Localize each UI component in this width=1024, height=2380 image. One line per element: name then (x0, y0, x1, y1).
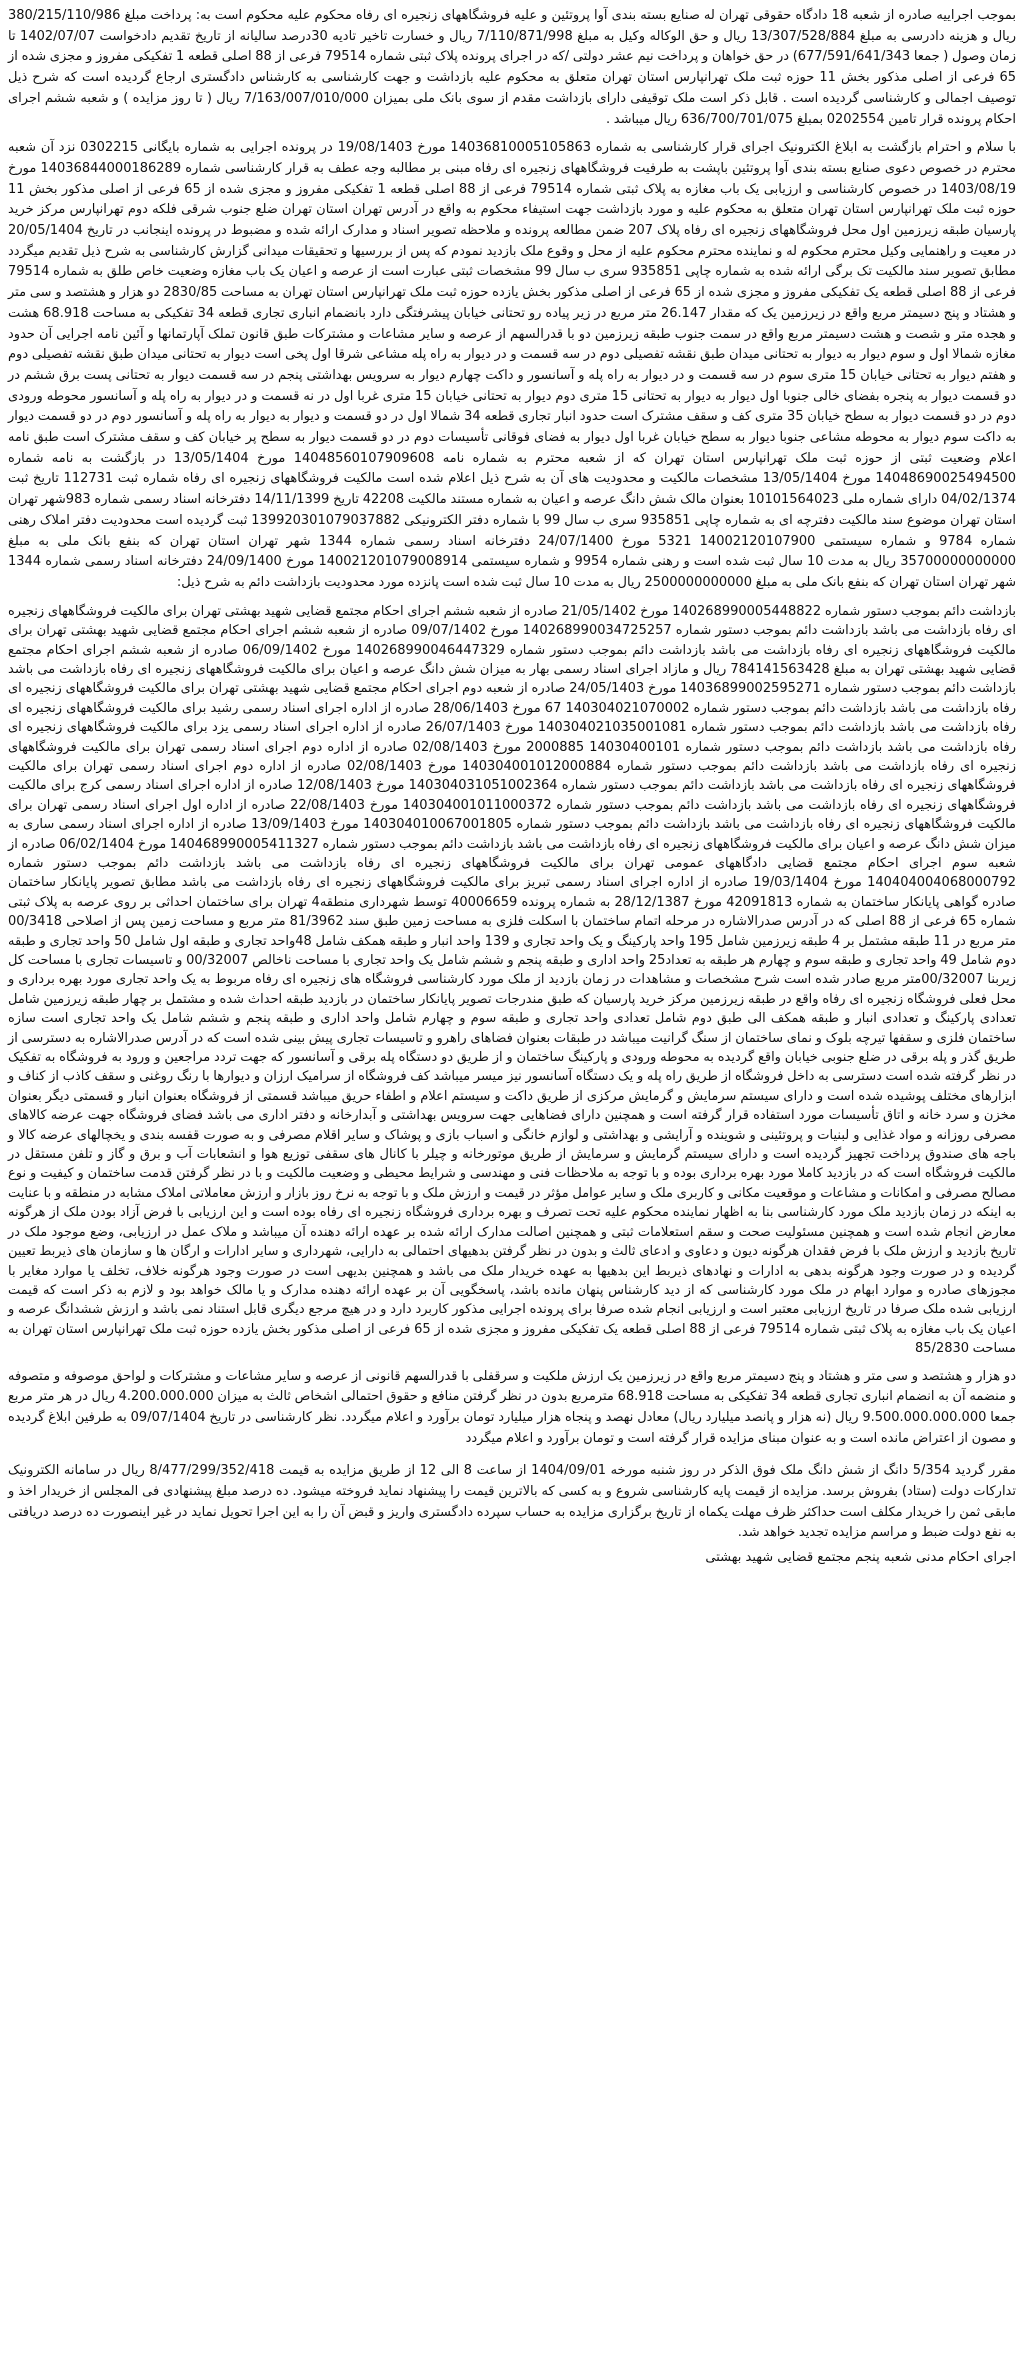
expert-report-paragraph: با سلام و احترام بازگشت به ابلاغ الکترونیک اجرای قرار کارشناسی به شماره 14036810005105863 مورخ 19/08/1403 در پرونده اجرایی به شماره بایگانی 0302215 نزد آن شعبه محترم در خصوص دعوی صنایع بسته بندی آوا پروتئین باپشت به طرفیت فروشگاههای زنجیره ای رفاه مبنی بر مطالبه وجه عطف به قرار کارشناسی شماره 14036844000186289 مورخ 1403/08/19 در خصوص کارشناسی و ارزیابی یک باب مغازه به پلاک ثبتی شماره 79514 فرعی از 88 اصلی قطعه 1 تفکیکی مفروز و مجزی شده از 65 فرعی از اصلی مذکور بخش 11 حوزه ثبت ملک تهرانپارس استان تهران متعلق به محکوم علیه و مورد بازداشت جهت استیفاء محکوم به واقع در آدرس تهران استان تهران ضلع جنوب شرقی فلکه دوم تهرانپارس مرکز خرید پارسیان طبقه زیرزمین اول محل فروشگاههای زنجیره ای رفاه پلاک 207 ضمن مطالعه پرونده و ملاحظه تصویر اسناد و مدارک ارائه شده و مضبوط در پرونده اینجانب در تاریخ 20/05/1404 در معیت و راهنمایی وکیل محترم محکوم له و نماینده محترم محکوم علیه از محل و وقوع ملک بازدید نمودم که پس از بررسیها و تحقیقات میدانی گزارش کارشناسی به شرح ذیل تقدیم میگردد مطابق تصویر سند مالکیت تک برگی ارائه شده به شماره چاپی 935851 سری ب سال 99 مشخصات ثبتی عبارت است از عرصه و اعیان یک باب مغازه وضعیت خاص طلق به شماره 79514 فرعی از 88 اصلی قطعه یک تفکیکی مفروز و مجزی شده از 65 فرعی از اصلی مذکور بخش یازده حوزه ثبت ملک تهرانپارس استان تهران به مساحت 2830/85 دو هزار و هشتصد و سی متر و هشتاد و پنج دسیمتر مربع واقع در زیرزمین یک که مقدار 26.147 متر مربع در زیر پیاده رو تحتانی خیابان پیشرفتگی دارد بانضمام انباری تجاری قطعه 34 تفکیکی به مساحت 68.918 هشت و هجده متر و شصت و هشت دسیمتر مربع واقع در سمت جنوب طبقه زیرزمین دو با قدرالسهم از عرصه و سایر مشاعات و مشترکات طبق قانون تملک آپارتمانها و آئین نامه اجرایی آن حدود مغازه شمالا اول و سوم دیوار به دیوار به تحتانی میدان طبق نقشه تفصیلی دوم در سه قسمت و در دیوار به راه پله مشاعی شرقا اول پخی است دیوار به تحتانی میدان طبق نقشه تفصیلی دوم و هفتم دیوار به تحتانی خیابان 15 متری سوم در سه قسمت و در دیوار به راه پله و آسانسور و داکت چهارم دیوار به سرویس بهداشتی پنجم در سه قسمت دیوار به تحتانی پست برق ششم در دو قسمت دیوار به پنجره بفضای خالی جنوبا اول دیوار به دیوار به تحتانی 15 متری دوم دیوار به تحتانی خیابان 15 متری غربا اول در نه قسمت و در دیوار به راه پله و آسانسور محوطه ورودی دوم در دو قسمت دیوار به سطح خیابان 35 متری کف و سقف مشترک است حدود انبار تجاری قطعه 34 شمالا اول در دو قسمت و دیوار به دیوار به راه پله و آسانسور دوم در دو قسمت دیوار به داکت سوم دیوار به محوطه مشاعی جنوبا دیوار به سطح خیابان غربا اول دیوار به فضای فوقانی تأسیسات دوم در دو قسمت دیوار به سطح پر خیابان کف و سقف مشترک است طبق نامه اعلام وضعیت ثبتی از حوزه ثبت ملک تهرانپارس استان تهران که از شعبه محترم به شماره نامه 14048560107909608 مورخ 13/05/1404 در بازگشت به نامه شماره 14048690025494500 مورخ 13/05/1404 مشخصات مالکیت و محدودیت های آن به شرح ذیل اعلام شده است مالکیت فروشگاههای زنجیره ای رفاه شماره ثبت 112731 تاریخ ثبت 04/02/1374 دارای شماره ملی 10101564023 بعنوان مالک شش دانگ عرصه و اعیان به شماره مستند مالکیت 42208 تاریخ 14/11/1399 دفترخانه اسناد رسمی شماره 983شهر تهران استان تهران موضوع سند مالکیت دفترچه ای به شماره چاپی 935851 سری ب سال 99 با شماره دفتر الکترونیکی 139920301079037882 ثبت گردیده است محدودیت دفتر املاک رهنی شماره 9784 و شماره سیستمی 14002120107900 5321 مورخ 24/07/1400 دفترخانه اسناد رسمی شماره 1344 شهر تهران استان تهران که بنفع بانک ملی به مبلغ 35700000000000 ریال به مدت 10 سال ثبت شده است و رهنی شماره 9954 و شماره سیستمی 140021201079008914 مورخ 24/09/1400 دفترخانه اسناد رسمی شماره 1344 شهر تهران استان تهران که بنفع بانک ملی به مبلغ 2500000000000 ریال به مدت 10 سال ثبت شده است پانزده مورد محدودیت بازداشت دائم به شرح ذیل: (8, 140, 1017, 590)
seizures-and-description-paragraph: بازداشت دائم بموجب دستور شماره 140268990005448822 مورخ 21/05/1402 صادره از شعبه ششم اجرای احکام مجتمع قضایی شهید بهشتی تهران برای مالکیت فروشگاههای زنجیره ای رفاه بازداشت می باشد بازداشت دائم بموجب دستور شماره 140268990034725257 مورخ 09/07/1402 صادره از شعبه ششم اجرای احکام مجتمع قضایی شهید بهشتی تهران برای مالکیت فروشگاههای زنجیره ای رفاه بازداشت می باشد بازداشت دائم بموجب دستور شماره 140268990046447329 مورخ 06/09/1402 صادره از شعبه ششم اجرای احکام مجتمع قضایی شهید بهشتی تهران به مبلغ 784141563428 ریال و مازاد اجرای اسناد رسمی بهار به میزان شش دانگ عرصه و اعیان برای مالکیت فروشگاههای زنجیره ای رفاه بازداشت می باشد بازداشت دائم بموجب دستور شماره 14036899002595271 مورخ 24/05/1403 صادره از شعبه دوم اجرای احکام مجتمع قضایی شهید بهشتی تهران برای مالکیت فروشگاههای زنجیره ای رفاه بازداشت می باشد بازداشت دائم بموجب دستور شماره 140304021070002 67 مورخ 28/06/1403 صادره از اداره اجرای اسناد رسمی رشید برای مالکیت فروشگاههای زنجیره ای رفاه بازداشت می باشد بازداشت دائم بموجب دستور شماره 140304021035001081 مورخ 26/07/1403 صادره از اداره اجرای اسناد رسمی یزد برای مالکیت فروشگاههای زنجیره ای رفاه بازداشت می باشد بازداشت دائم بموجب دستور شماره 14030400101 2000885 مورخ 02/08/1403 صادره از اداره دوم اجرای اسناد رسمی تهران برای مالکیت فروشگاههای زنجیره ای رفاه بازداشت می باشد بازداشت دائم بموجب دستور شماره 140304001012000884 مورخ 02/08/1403 صادره از اداره دوم اجرای اسناد رسمی تهران برای مالکیت فروشگاههای زنجیره ای رفاه بازداشت می باشد بازداشت دائم بموجب دستور شماره 140304031051002364 مورخ 12/08/1403 صادره از اداره اجرای اسناد رسمی کرج برای مالکیت فروشگاههای زنجیره ای رفاه بازداشت می باشد بازداشت دائم بموجب دستور شماره 140304001011000372 مورخ 22/08/1403 صادره از اداره اول اجرای اسناد رسمی تهران برای مالکیت فروشگاههای زنجیره ای رفاه بازداشت می باشد بازداشت دائم بموجب دستور شماره 140304010067001805 مورخ 13/09/1403 صادره از اداره اجرای اسناد رسمی ساری به میزان شش دانگ عرصه و اعیان برای مالکیت فروشگاههای زنجیره ای رفاه بازداشت می باشد بازداشت دائم بموجب دستور شماره 140468990005411327 مورخ 06/02/1404 صادره از شعبه سوم اجرای احکام مجتمع قضایی دادگاههای عمومی تهران برای مالکیت فروشگاههای زنجیره ای رفاه بازداشت می باشد بازداشت دائم بموجب دستور شماره 140404004068000792 مورخ 19/03/1404 صادره از اداره اجرای اسناد رسمی تبریز برای مالکیت فروشگاههای زنجیره ای رفاه بازداشت می باشد مطابق تصویر پایانکار ساختمان صادره گواهی پایانکار ساختمان به شماره 42091813 مورخ 28/12/1387 به شماره پرونده 40006659 توسط شهرداری منطقه4 تهران برای ساختمان احداثی بر روی عرصه به پلاک ثبتی شماره 65 فرعی از 88 اصلی که در آدرس صدرالاشاره در مرحله اتمام ساختمان با اسکلت فلزی به مساحت زمین طبق سند 81/3962 متر مربع و مساحت زمین پس از اصلاحی 00/3418 متر مربع در 11 طبقه مشتمل بر 4 طبقه زیرزمین شامل 195 واحد پارکینگ و یک واحد تجاری و 139 واحد انبار و طبقه همکف شامل 48واحد تجاری و طبقه اول شامل 50 واحد تجاری و طبقه دوم شامل 49 واحد تجاری و طبقه سوم و چهارم هر طبقه به تعداد25 واحد اداری و طبقه پنجم و ششم شامل یک واحد تجاری با مساحت ناخالص 00/32007 و تاسیسات تجاری با مساحت کل زیربنا 00/32007متر مربع صادر شده است شرح مشخصات و مشاهدات در زمان بازدید از ملک مورد کارشناسی فروشگاه های زنجیره ای رفاه مربوط به یک واحد تجاری مورد بهره برداری و محل فعلی فروشگاه زنجیره ای رفاه واقع در طبقه زیرزمین مرکز خرید پارسیان که طبق مندرجات تصویر پایانکار ساختمان در بازدید طبقه احداث شده و مشتمل بر چهار طبقه زیرزمین شامل تعدادی پارکینگ و تعدادی انبار و طبقه همکف الی طبق دوم شامل تعدادی واحد تجاری و طبقه سوم و چهارم شامل واحد اداری و طبقه پنجم و ششم شامل یک واحد تجاری است سازه ساختمان فلزی و سقفها تیرچه بلوک و نمای ساختمان از سنگ گرانیت میباشد در طبقات بعنوان فضاهای راهرو و تاسیسات تجاری پیش بینی شده است که در آدرس صدرالاشاره به دسترسی از طریق گذر و پله برقی در ضلع جنوبی خیابان واقع گردیده به محوطه ورودی و پارکینگ ساختمان و از طریق دو دستگاه پله برقی و آسانسور که جهت تردد مراجعین و ورود به فروشگاه به تفکیک در نظر گرفته شده است دسترسی به داخل فروشگاه از طریق راه پله و یک دستگاه آسانسور نیز میسر میباشد کف فروشگاه از سرامیک ارزان و دیوارها با رنگ روغنی و سقف کاذب از کناف و ابزارهای مختلف پوشیده شده است و دارای سیستم سرمایش و گرمایش مرکزی از طریق داکت و سیستم اعلام و اطفاء حریق میباشد قسمتی از فروشگاه بعنوان انبار و قسمتی دیگر بعنوان مخزن و سرد خانه و اتاق تأسیسات مورد استفاده قرار گرفته است و همچنین دارای فضاهایی جهت سرویس بهداشتی و آبدارخانه و دفتر اداری می باشد فضای فروشگاه جهت عرضه کالاهای مصرفی روزانه و مواد غذایی و لبنیات و پروتئینی و شوینده و آرایشی و بهداشتی و لوازم خانگی و اسباب بازی و پوشاک و سایر اقلام مصرفی و به صورت قفسه بندی و یخچالهای عرضه کالا و باجه های صندوق پرداخت تجهیز گردیده است و دارای سیستم گرمایش و سرمایش از طریق موتورخانه و چیلر با کانال های سقفی توزیع هوا و انشعابات آب و برق و گاز و تلفن مستقل در مالکیت فروشگاه است که در بازدید کاملا مورد بهره برداری بوده و با توجه به ملاحظات فنی و مهندسی و شرایط محیطی و وضعیت مالکیت و با در نظر گرفتن قدمت ساختمان و کیفیت و نوع مصالح مصرفی و امکانات و مشاعات و موقعیت مکانی و کاربری ملک و سایر عوامل مؤثر در قیمت و ارزش ملک و با توجه به نرخ روز بازار و ارزش معاملاتی املاک مشابه در منطقه و با عنایت به اینکه در زمان بازدید ملک مورد کارشناسی بنا به اظهار نماینده محکوم علیه تحت تصرف و بهره برداری فروشگاه زنجیره ای رفاه بوده است و این ارزیابی با فرض آزاد بودن ملک از هرگونه معارض انجام شده است و همچنین مسئولیت صحت و سقم استعلامات ثبتی و همچنین اصالت مدارک ارائه شده بر عهده ارائه دهنده آن میباشد و ملاک عمل در ارزیابی، وضع موجود ملک در تاریخ بازدید و ارزش ملک با فرض فقدان هرگونه دیون و دعاوی و ادعای ثالث و بدون در نظر گرفتن بدهیهای احتمالی به دارایی، شهرداری و سایر ادارات و ارگان ها و سازمان های ذیربط تعیین گردیده و در صورت وجود هرگونه بدهی به ادارات و نهادهای ذیربط این بدهیها به عهده خریدار ملک می باشد و همچنین بدیهی است در صورت وجود هرگونه خلاف، تخلف یا موارد مغایر با مجوزهای صادره و موارد ابهام در ملک مورد کارشناسی که از دید کارشناس پنهان مانده باشد، پاسخگویی آن بر عهده ارائه دهنده مدارک و یا مالک خواهد بود و لازم به ذکر است که قیمت ارزیابی شده ملک صرفا در تاریخ ارزیابی معتبر است و ارزیابی انجام شده صرفا برای پرونده اجرایی مذکور کاربرد دارد و در هیچ مرجع دیگری قابل استناد نمی باشد و ارزش ششدانگ عرصه و اعیان یک باب مغازه به پلاک ثبتی شماره 79514 فرعی از 88 اصلی قطعه یک تفکیکی مفروز و مجزی شده از 65 فرعی از اصلی مذکور بخش یازده حوزه ثبت ملک تهرانپارس استان تهران به مساحت 85/2830 (8, 603, 1017, 1357)
paragraph-gap (8, 130, 1016, 138)
auction-terms-paragraph: مقرر گردید 5/354 دانگ از شش دانگ ملک فوق الذکر در روز شنبه مورخه 1404/09/01 از ساعت 8 الی 12 از طریق مزایده به قیمت 8/477/299/352/418 ریال در سامانه الکترونیک تدارکات دولت (ستاد) بفروش برسد. مزایده از قیمت پایه کارشناسی شروع و به کسی که بالاترین قیمت را پیشنهاد نماید فروخته میشود. ده درصد مبلغ پیشنهادی فی المجلس از خریدار اخذ و مابقی ثمن را خریدار مکلف است حداکثر ظرف مهلت یکماه از تاریخ برگزاری مزایده به حساب سپرده دادگستری واریز و قبض آن را به این اجرا تحویل نماید در غیر اینصورت ده درصد دریافتی به نفع دولت ضبط و مراسم مزایده تجدید خواهد شد. (8, 1463, 1016, 1541)
valuation-paragraph: دو هزار و هشتصد و سی متر و هشتاد و پنج دسیمتر مربع واقع در زیرزمین یک ارزش ملکیت و سرقفلی با قدرالسهم قانونی از عرصه و سایر مشاعات و مشترکات و لواحق موصوفه و متصوفه و منضمه آن به انضمام انباری تجاری قطعه 34 تفکیکی به مساحت 68.918 مترمربع بدون در نظر گرفتن منافع و حقوق احتمالی اشخاص ثالث به میزان 4.200.000.000 ریال در هر متر مربع جمعا 9.500.000.000.000 ریال (نه هزار و پانصد میلیارد ریال) معادل نهصد و پنجاه هزار میلیارد تومان برآورد و اعلام میگردد. نظر کارشناسی در تاریخ 09/07/1404 به طرفین ابلاغ گردیده و مصون از اعتراض مانده است و به عنوان مبنای مزایده قرار گرفته است و تومان برآورد و اعلام میگردد (8, 1368, 1016, 1446)
paragraph-gap (8, 1359, 1016, 1367)
paragraph-gap (8, 1449, 1016, 1461)
signature-line: اجرای احکام مدنی شعبه پنجم مجتمع قضایی شهید بهشتی (705, 1550, 1016, 1566)
paragraph-gap (8, 594, 1016, 602)
execution-order-paragraph: بموجب اجراییه صادره از شعبه 18 دادگاه حقوقی تهران له صنایع بسته بندی آوا پروتئین و علیه فروشگاههای زنجیره ای رفاه محکوم علیه محکوم است به: پرداخت مبلغ 380/215/110/986 ریال و هزینه دادرسی به مبلغ 13/307/528/884 ریال و حق الوکاله وکیل به مبلغ 7/110/871/998 ریال و خسارت تاخیر تادیه 30درصد سالیانه از تاریخ تقدیم دادخواست 1402/07/07 تا زمان وصول ( جمعا 677/591/641/343) در حق خواهان و پرداخت نیم عشر دولتی /که در اجرای پرونده پلاک ثبتی شماره 79514 فرعی از 88 اصلی قطعه 1 تفکیکی مفروز و مجزی شده از 65 فرعی از اصلی مذکور بخش 11 حوزه ثبت ملک تهرانپارس استان تهران متعلق به محکوم علیه بازداشت و جهت کارشناسی به کارشناس دادگستری ارجاع گردیده است که شرح ذیل توصیف اجمالی و کارشناسی گردیده است . قابل ذکر است ملک توقیفی دارای بازداشت مقدم از سوی بانک ملی بمیزان 7/163/007/010/000 ریال ( تا روز مزایده ) و شعبه ششم اجرای احکام پرونده قرار تامین 0202554 بمبلغ 636/700/701/075 ریال میباشد . (8, 8, 1017, 127)
